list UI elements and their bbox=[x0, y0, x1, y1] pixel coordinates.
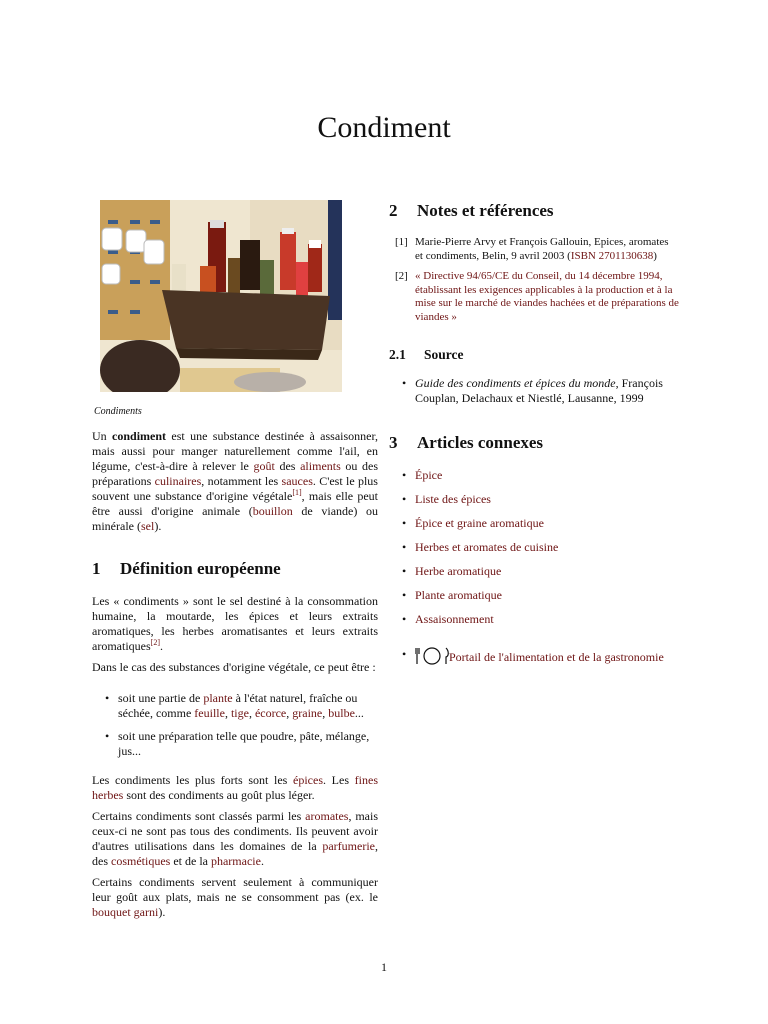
portal-item bbox=[389, 647, 679, 669]
link-feuille[interactable]: feuille bbox=[194, 706, 225, 720]
link-sel[interactable]: sel bbox=[140, 519, 155, 533]
related-link[interactable]: Assaisonnement bbox=[415, 612, 494, 626]
references-list bbox=[389, 236, 679, 324]
figure-caption: Condiments bbox=[94, 406, 142, 417]
link-aliments[interactable]: aliments bbox=[300, 459, 341, 473]
link-tige[interactable]: tige bbox=[230, 706, 249, 720]
page-number: 1 bbox=[381, 960, 387, 974]
substance-list bbox=[92, 691, 378, 759]
list-item: • soit une préparation telle que poudre, pâte, mélange, jus... bbox=[92, 729, 378, 759]
related-articles-list bbox=[389, 468, 679, 669]
section-1-p2: Dans le cas des substances d'origine végétale, ce peut être : bbox=[92, 660, 376, 674]
related-item bbox=[389, 588, 679, 603]
page-title: Condiment bbox=[317, 111, 451, 144]
related-link[interactable]: Herbe aromatique bbox=[415, 564, 502, 578]
bold-term: condiment bbox=[112, 429, 167, 443]
related-item bbox=[389, 516, 679, 531]
reference-item: [1] Marie-Pierre Arvy et François Gallouin, Epices, aromates et condiments, Belin, 9 avril 2003 (ISBN 2701130638) bbox=[395, 236, 669, 262]
list-item: • soit une partie de plante à l'état naturel, fraîche ou séchée, comme feuille, tige, écorce, graine, bulbe... bbox=[92, 691, 378, 721]
related-item bbox=[389, 564, 679, 579]
directive-link[interactable]: « Directive 94/65/CE du Conseil, du 14 décembre 1994, établissant les exigences applicables à la production et à la mise sur le marché de viandes hachées et de préparations de viandes » bbox=[415, 270, 679, 323]
related-link[interactable]: Épice bbox=[415, 468, 443, 482]
section-2-heading: 2 Notes et références bbox=[389, 201, 554, 220]
related-item bbox=[389, 468, 679, 483]
section-1-heading: 1 Définition européenne bbox=[92, 559, 281, 578]
section-1-p3: Les condiments les plus forts sont les épices. Les fines herbes sont des condiments au goût plus léger. bbox=[92, 773, 378, 802]
list-item: • Guide des condiments et épices du monde, François Couplan, Delachaux et Niestlé, Lausanne, 1999 bbox=[389, 376, 679, 406]
related-item bbox=[389, 612, 679, 627]
section-1-p4: Certains condiments sont classés parmi les aromates, mais ceux-ci ne sont pas tous des condiments. Ils peuvent avoir d'autres utilisations dans les domaines de la parfumerie, des cosmétiques et de la pharmacie. bbox=[92, 809, 378, 868]
ref-1-link[interactable]: [1] bbox=[292, 488, 302, 497]
link-sauces[interactable]: sauces bbox=[281, 474, 313, 488]
source-list bbox=[389, 376, 679, 406]
related-item bbox=[389, 492, 679, 507]
isbn-link[interactable]: ISBN 2701130638 bbox=[570, 249, 654, 262]
link-ecorce[interactable]: écorce bbox=[254, 706, 287, 720]
link-bouquet-garni[interactable]: bouquet garni bbox=[92, 905, 159, 919]
left-column bbox=[92, 200, 378, 926]
section-1-p5: Certains condiments servent seulement à communiquer leur goût aux plats, mais ne se consomment pas (ex. le bouquet garni). bbox=[92, 875, 378, 919]
condiments-photo[interactable] bbox=[100, 200, 342, 392]
reference-item: [2] « Directive 94/65/CE du Conseil, du 14 décembre 1994, établissant les exigences applicables à la production et à la mise sur le marché de viandes hachées et de préparations de viandes » bbox=[395, 270, 679, 323]
related-link[interactable]: Liste des épices bbox=[415, 492, 491, 506]
link-epices[interactable]: épices bbox=[293, 773, 323, 787]
right-column bbox=[389, 200, 679, 669]
link-bulbe[interactable]: bulbe bbox=[328, 706, 355, 720]
related-link[interactable]: Plante aromatique bbox=[415, 588, 502, 602]
section-3-heading: 3 Articles connexes bbox=[389, 433, 544, 452]
plate-cutlery-icon bbox=[415, 647, 449, 669]
section-2-1-heading: 2.1 Source bbox=[389, 347, 464, 362]
link-pharmacie[interactable]: pharmacie bbox=[210, 854, 261, 868]
link-culinaires[interactable]: culinaires bbox=[154, 474, 202, 488]
related-item bbox=[389, 540, 679, 555]
section-1-p1: Les « condiments » sont le sel destiné à la consommation humaine, la moutarde, les épices et leurs extraits aromatiques, les herbes aromatisantes et leurs extraits aromatiques[2]. bbox=[92, 594, 378, 653]
link-parfumerie[interactable]: parfumerie bbox=[322, 839, 375, 853]
portal-link[interactable]: Portail de l'alimentation et de la gastronomie bbox=[449, 650, 664, 664]
ref-2-link[interactable]: [2] bbox=[150, 638, 160, 647]
link-graine[interactable]: graine bbox=[292, 706, 323, 720]
link-gout[interactable]: goût bbox=[253, 459, 275, 473]
link-cosmetiques[interactable]: cosmétiques bbox=[111, 854, 171, 868]
intro-paragraph: Un condiment est une substance destinée à assaisonner, mais aussi pour manger naturellement comme l'ail, en légume, c'est-à-dire à relever le goût des aliments ou des préparations culinaires, notamment les sauces. C'est le plus souvent une substance d'origine végétale[1], mais elle peut être aussi d'origine animale (bouillon de viande) ou minérale (sel). bbox=[92, 429, 379, 533]
condiments-image bbox=[100, 200, 342, 392]
link-bouillon[interactable]: bouillon bbox=[252, 504, 293, 518]
related-link[interactable]: Herbes et aromates de cuisine bbox=[415, 540, 559, 554]
related-link[interactable]: Épice et graine aromatique bbox=[415, 516, 544, 530]
link-plante[interactable]: plante bbox=[203, 691, 233, 705]
link-aromates[interactable]: aromates bbox=[305, 809, 349, 823]
link-fines-herbes[interactable]: fines herbes bbox=[92, 773, 378, 802]
